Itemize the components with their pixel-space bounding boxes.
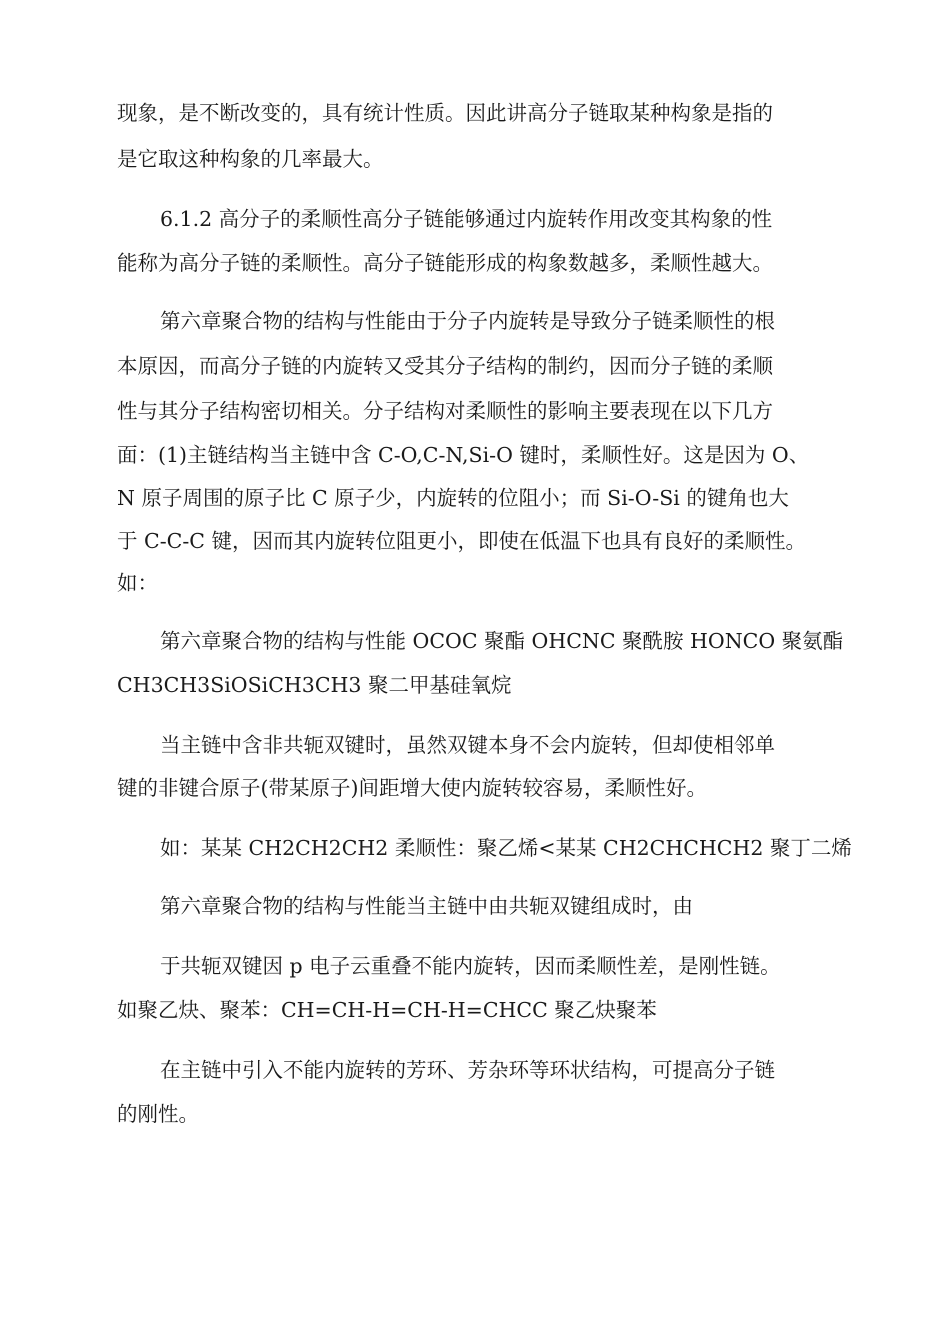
paragraph-line: 本原因，而高分子链的内旋转又受其分子结构的制约，因而分子链的柔顺	[117, 354, 773, 378]
paragraph-line: 性与其分子结构密切相关。分子结构对柔顺性的影响主要表现在以下几方	[117, 399, 773, 423]
paragraph-line: 如聚乙炔、聚苯：CH=CH-H=CH-H=CHCC 聚乙炔聚苯	[117, 998, 657, 1022]
paragraph-line: 是它取这种构象的几率最大。	[117, 147, 384, 171]
paragraph-line: 6.1.2 高分子的柔顺性高分子链能够通过内旋转作用改变其构象的性	[160, 207, 773, 231]
paragraph-line: CH3CH3SiOSiCH3CH3 聚二甲基硅氧烷	[117, 673, 512, 697]
paragraph-line: 的刚性。	[117, 1102, 199, 1126]
paragraph-line: 如：某某 CH2CH2CH2 柔顺性：聚乙烯<某某 CH2CHCHCH2 聚丁二烯	[160, 836, 852, 860]
paragraph-line: 如：	[117, 571, 158, 595]
paragraph-line: 现象，是不断改变的，具有统计性质。因此讲高分子链取某种构象是指的	[117, 101, 773, 125]
paragraph-line: 当主链中含非共轭双键时，虽然双键本身不会内旋转，但却使相邻单	[160, 733, 775, 757]
paragraph-line: 面：(1)主链结构当主链中含 C-O,C-N,Si-O 键时，柔顺性好。这是因为 O、	[117, 443, 810, 467]
paragraph-line: N 原子周围的原子比 C 原子少，内旋转的位阻小；而 Si-O-Si 的键角也大	[117, 486, 789, 510]
paragraph-line: 第六章聚合物的结构与性能由于分子内旋转是导致分子链柔顺性的根	[160, 309, 775, 333]
paragraph-line: 能称为高分子链的柔顺性。高分子链能形成的构象数越多，柔顺性越大。	[117, 251, 773, 275]
paragraph-line: 第六章聚合物的结构与性能当主链中由共轭双键组成时，由	[160, 894, 693, 918]
paragraph-line: 键的非键合原子(带某原子)间距增大使内旋转较容易，柔顺性好。	[117, 776, 707, 800]
paragraph-line: 第六章聚合物的结构与性能 OCOC 聚酯 OHCNC 聚酰胺 HONCO 聚氨酯	[160, 629, 844, 653]
paragraph-line: 在主链中引入不能内旋转的芳环、芳杂环等环状结构，可提高分子链	[160, 1058, 775, 1082]
paragraph-line: 于共轭双键因 p 电子云重叠不能内旋转，因而柔顺性差，是刚性链。	[160, 954, 781, 978]
paragraph-line: 于 C-C-C 键，因而其内旋转位阻更小，即使在低温下也具有良好的柔顺性。	[117, 529, 806, 553]
